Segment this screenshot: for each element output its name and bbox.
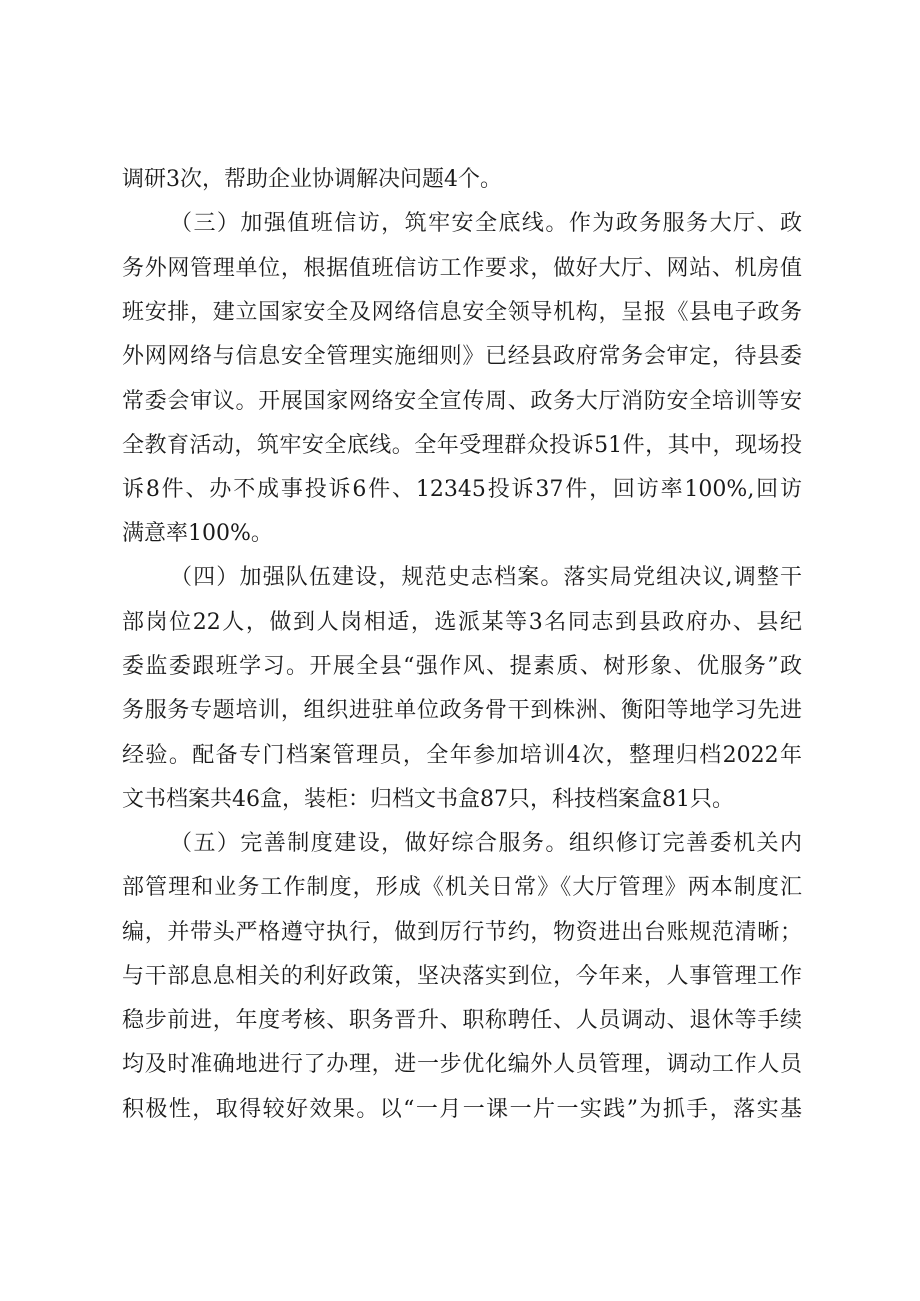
body-text-line: 文书档案共46盒，装柜：归档文书盒87只，科技档案盒81只。 xyxy=(122,787,734,812)
body-text-line: 诉8件、办不成事投诉6件、12345投诉37件，回访率100%,回访 xyxy=(122,477,802,502)
body-text-line: 部管理和业务工作制度，形成《机关日常》《大厅管理》两本制度汇 xyxy=(122,875,802,900)
section-five-heading-line: （五）完善制度建设，做好综合服务。组织修订完善委机关内 xyxy=(170,831,802,856)
body-text-line: 常委会审议。开展国家网络安全宣传周、政务大厅消防安全培训等安 xyxy=(122,389,802,414)
body-text-line: 调研3次，帮助企业协调解决问题4个。 xyxy=(122,167,502,192)
body-text-line: 满意率100%。 xyxy=(122,521,273,546)
body-text-line: 外网网络与信息安全管理实施细则》已经县政府常务会审定，待县委 xyxy=(122,344,802,369)
body-text-line: 均及时准确地进行了办理，进一步优化编外人员管理，调动工作人员 xyxy=(122,1052,802,1077)
body-text-line: 全教育活动，筑牢安全底线。全年受理群众投诉51件，其中，现场投 xyxy=(122,433,802,458)
body-text-line: 编，并带头严格遵守执行，做到厉行节约，物资进出台账规范清晰； xyxy=(122,920,802,945)
body-text-line: 班安排，建立国家安全及网络信息安全领导机构，呈报《县电子政务 xyxy=(122,300,802,325)
body-text-line: 与干部息息相关的利好政策，坚决落实到位，今年来，人事管理工作 xyxy=(122,964,802,989)
body-text-line: 稳步前进，年度考核、职务晋升、职称聘任、人员调动、退休等手续 xyxy=(122,1008,802,1033)
body-text-line: 积极性，取得较好效果。以“一月一课一片一实践”为抓手，落实基 xyxy=(122,1097,802,1122)
body-text-line: 务服务专题培训，组织进驻单位政务骨干到株洲、衡阳等地学习先进 xyxy=(122,698,802,723)
section-three-heading-line: （三）加强值班信访，筑牢安全底线。作为政务服务大厅、政 xyxy=(170,211,802,236)
body-text-line: 务外网管理单位，根据值班信访工作要求，做好大厅、网站、机房值 xyxy=(122,256,802,281)
body-text-line: 委监委跟班学习。开展全县“强作风、提素质、树形象、优服务”政 xyxy=(122,654,802,679)
body-text-line: 部岗位22人，做到人岗相适，选派某等3名同志到县政府办、县纪 xyxy=(122,610,802,635)
body-text-line: 经验。配备专门档案管理员，全年参加培训4次，整理归档2022年 xyxy=(122,743,802,768)
section-four-heading-line: （四）加强队伍建设，规范史志档案。落实局党组决议,调整干 xyxy=(170,565,802,590)
